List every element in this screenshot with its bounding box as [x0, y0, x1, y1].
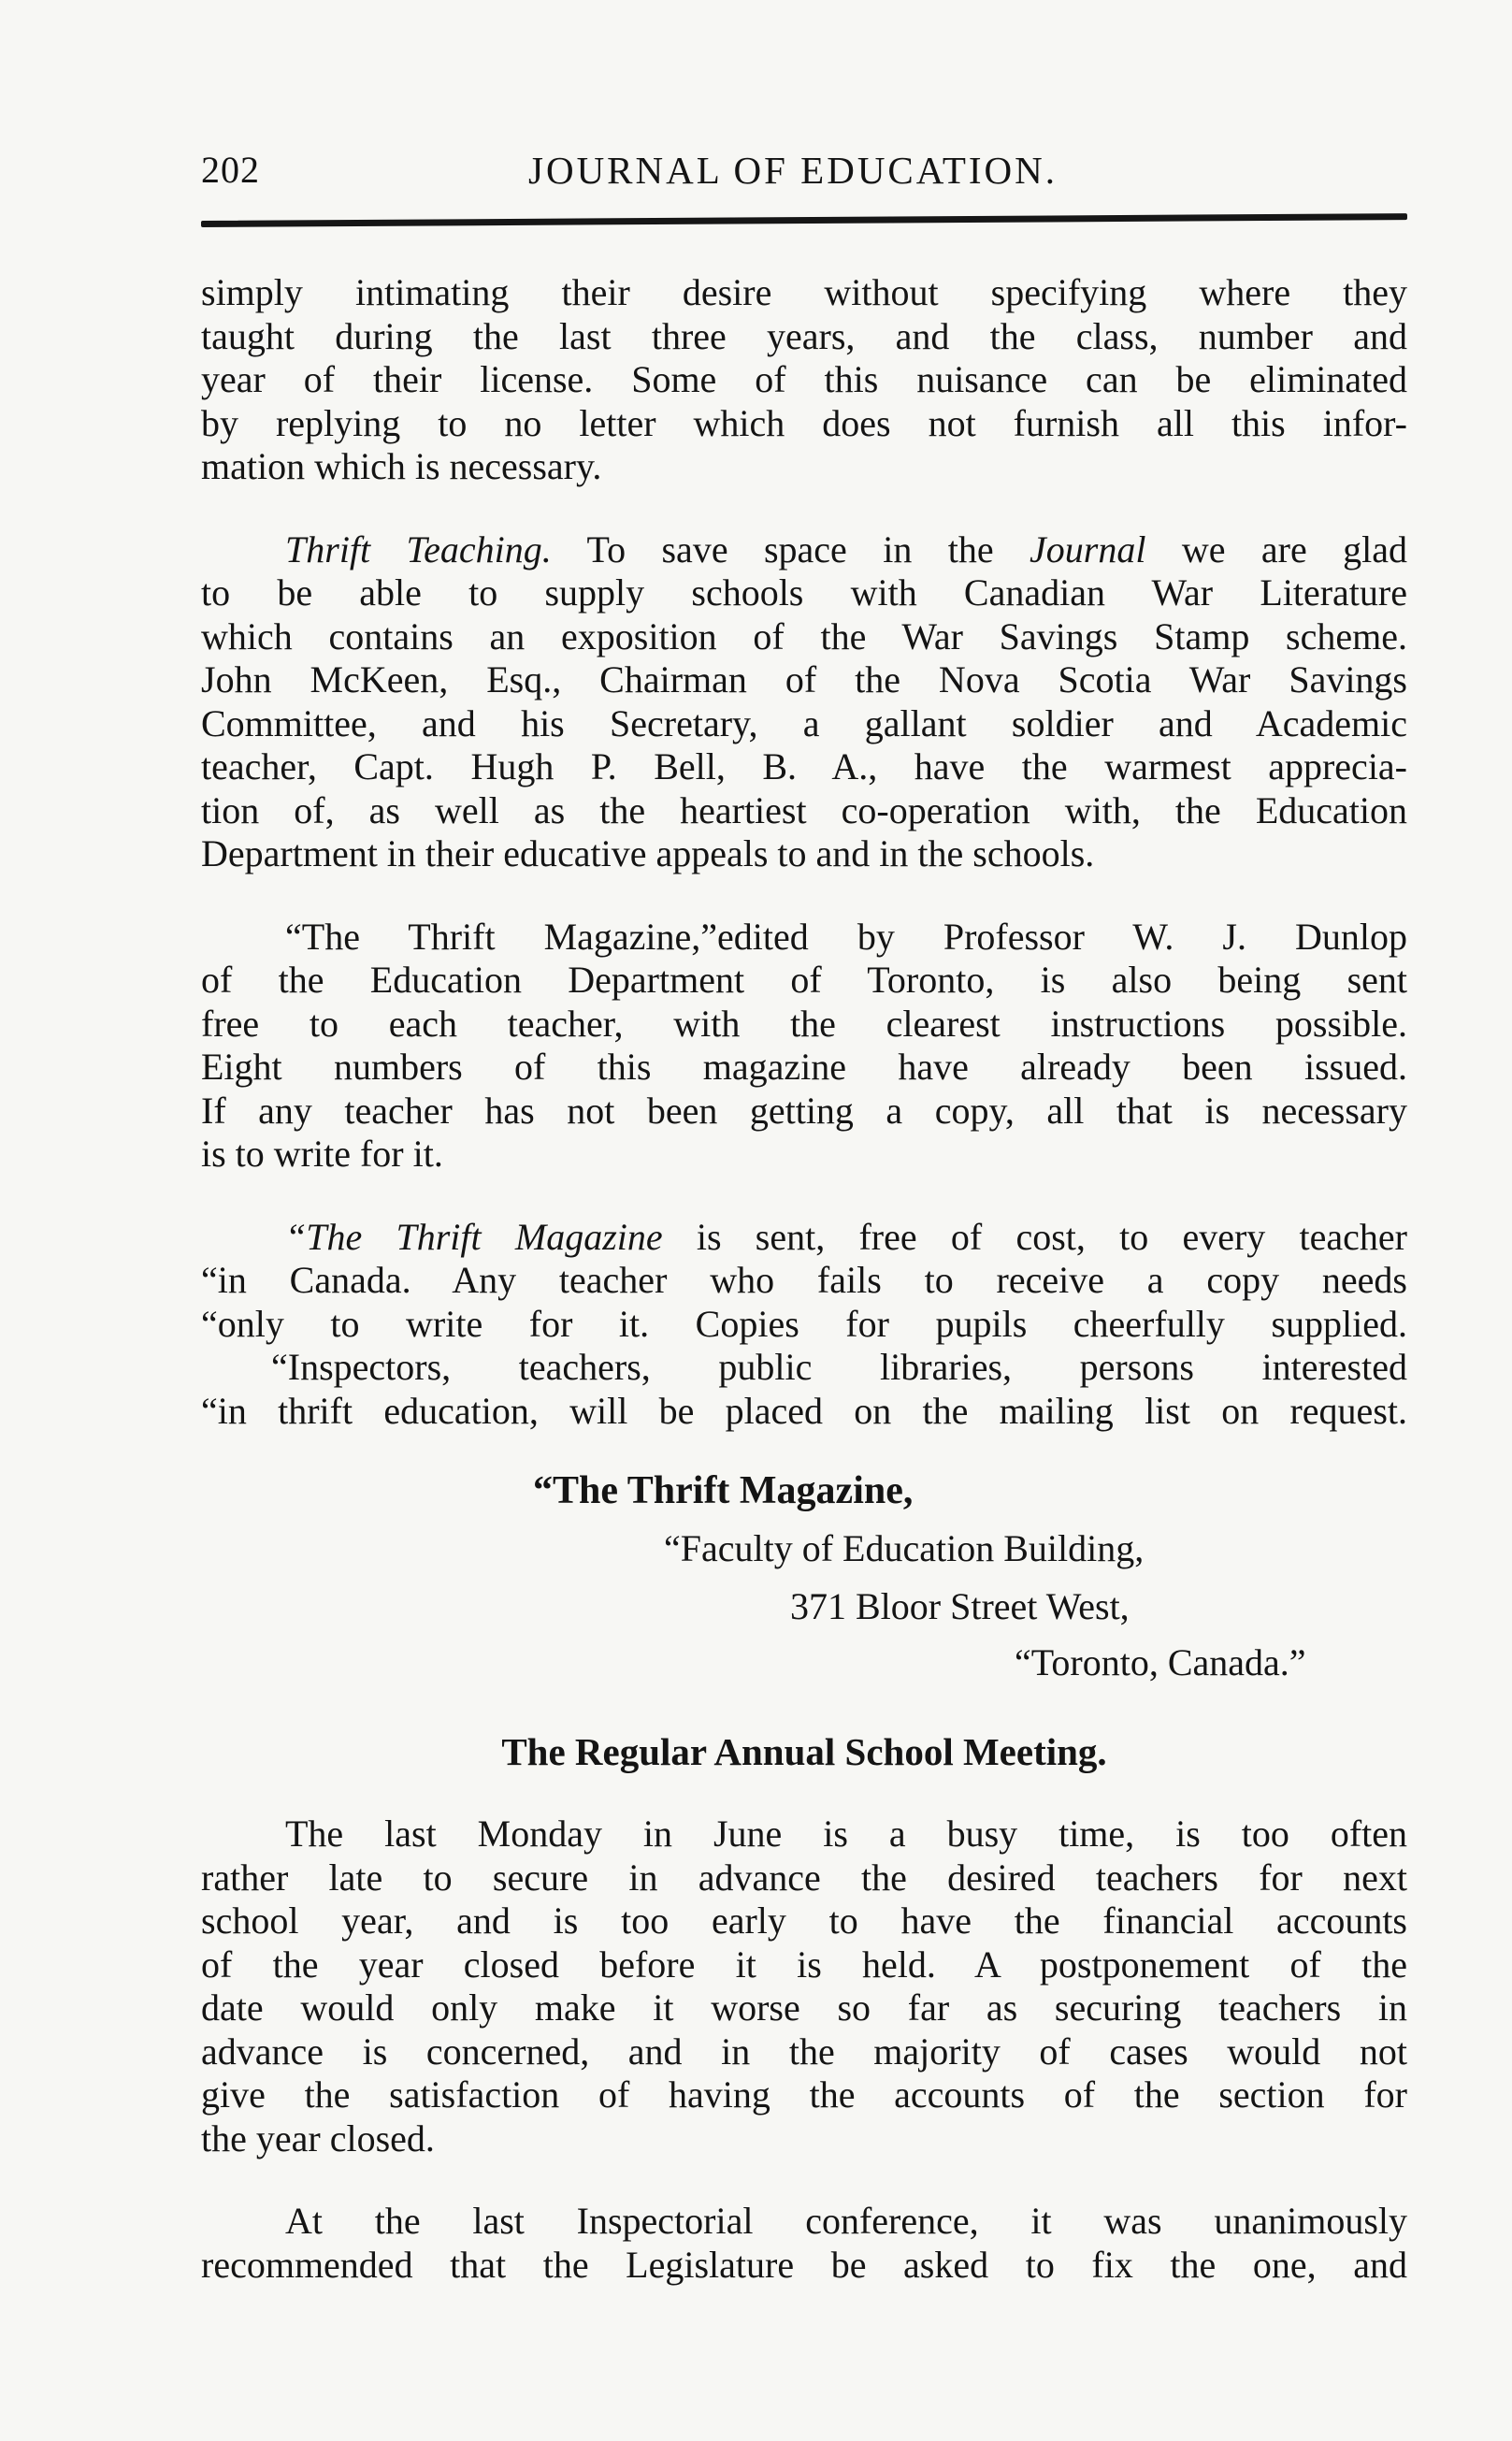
magazine-title-italic: “The Thrift Magazine — [285, 1215, 663, 1258]
text-line: the year closed. — [201, 2116, 435, 2159]
text-line: which contains an exposition of the War Savings Stamp scheme. — [201, 614, 1407, 657]
address-block — [201, 1468, 1407, 1693]
text-line: by replying to no letter which does not furnish all this infor- — [201, 401, 1407, 444]
paragraph-intimating — [201, 271, 1407, 489]
text-line: is to write for it. — [201, 1133, 443, 1175]
text-line: year of their license. Some of this nuisance can be eliminated — [201, 358, 1407, 400]
paragraph-annual-meeting — [201, 1813, 1407, 2160]
address-magazine-name: “The Thrift Magazine, — [533, 1469, 914, 1512]
text-line: date would only make it worse so far as securing teachers in — [201, 1986, 1407, 2029]
text-line: tion of, as well as the heartiest co-operation with, the Education — [201, 788, 1407, 831]
address-street: 371 Bloor Street West, — [790, 1585, 1130, 1627]
text-line: give the satisfaction of having the accounts of the section for — [201, 2073, 1407, 2116]
text-line: taught during the last three years, and the class, number and — [201, 314, 1407, 357]
text-line: “only to write for it. Copies for pupils cheerfully supplied. — [201, 1302, 1407, 1345]
text-line: to be able to supply schools with Canadian War Literature — [201, 571, 1407, 614]
text-line: Eight numbers of this magazine have already been issued. — [201, 1046, 1407, 1088]
text-line: advance is concerned, and in the majority of cases would not — [201, 2029, 1407, 2073]
text-run: is sent, free of cost, to every teacher — [662, 1215, 1407, 1258]
paragraph-thrift-magazine-dunlop — [201, 916, 1407, 1177]
journal-reference: Journal — [1030, 527, 1146, 571]
text-line: “The Thrift Magazine,”edited by Professor W. J. Dunlop — [285, 915, 1407, 958]
page-number: 202 — [201, 149, 260, 191]
text-run: we are glad — [1145, 527, 1407, 571]
text-line: of the year closed before it is held. A postponement of the — [201, 1943, 1407, 1986]
address-building: “Faculty of Education Building, — [664, 1527, 1145, 1569]
text-line: simply intimating their desire without specifying where they — [201, 271, 1407, 313]
text-line: teacher, Capt. Hugh P. Bell, B. A., have the warmest apprecia- — [201, 745, 1407, 787]
text-line: mation which is necessary. — [201, 445, 602, 487]
running-head — [201, 148, 1407, 204]
text-line: “Inspectors, teachers, public libraries, persons interested — [271, 1346, 1407, 1388]
text-line: “in thrift education, will be placed on the mailing list on request. — [201, 1389, 1407, 1432]
header-rule — [201, 213, 1407, 227]
text-line: Department in their educative appeals to and in the schools. — [201, 832, 1095, 874]
text-line: free to each teacher, with the clearest instructions possible. — [201, 1002, 1407, 1045]
paragraph-inspectorial-conference — [201, 2200, 1407, 2287]
text-line: The last Monday in June is a busy time, is too often — [285, 1813, 1407, 1855]
text-line: Committee, and his Secretary, a gallant soldier and Academic — [201, 701, 1407, 744]
text-line: At the last Inspectorial conference, it was unanimously — [285, 2200, 1407, 2242]
address-city: “Toronto, Canada.” — [1015, 1641, 1306, 1683]
text-line: school year, and is too early to have the financial accounts — [201, 1899, 1407, 1942]
text-line: If any teacher has not been getting a copy, all that is necessary — [201, 1089, 1407, 1132]
section-heading: The Regular Annual School Meeting. — [501, 1730, 1107, 1773]
text-line: rather late to secure in advance the desired teachers for next — [201, 1856, 1407, 1899]
article-body — [201, 271, 1407, 2326]
text-line: John McKeen, Esq., Chairman of the Nova Scotia War Savings — [201, 658, 1407, 701]
text-line — [201, 528, 1407, 572]
thrift-teaching-lead: Thrift Teaching. — [285, 527, 552, 571]
paragraph-thrift-teaching — [201, 528, 1407, 876]
paragraph-quoted-notice — [201, 1216, 1407, 1434]
text-line: recommended that the Legislature be asked to fix the one, and — [201, 2243, 1407, 2286]
text-line: of the Education Department of Toronto, is also being sent — [201, 959, 1407, 1001]
journal-title: JOURNAL OF EDUCATION. — [528, 149, 1058, 192]
text-line — [201, 1216, 1407, 1260]
text-run: To save space in the — [551, 527, 1030, 571]
text-line: “in Canada. Any teacher who fails to receive a copy needs — [201, 1259, 1407, 1301]
